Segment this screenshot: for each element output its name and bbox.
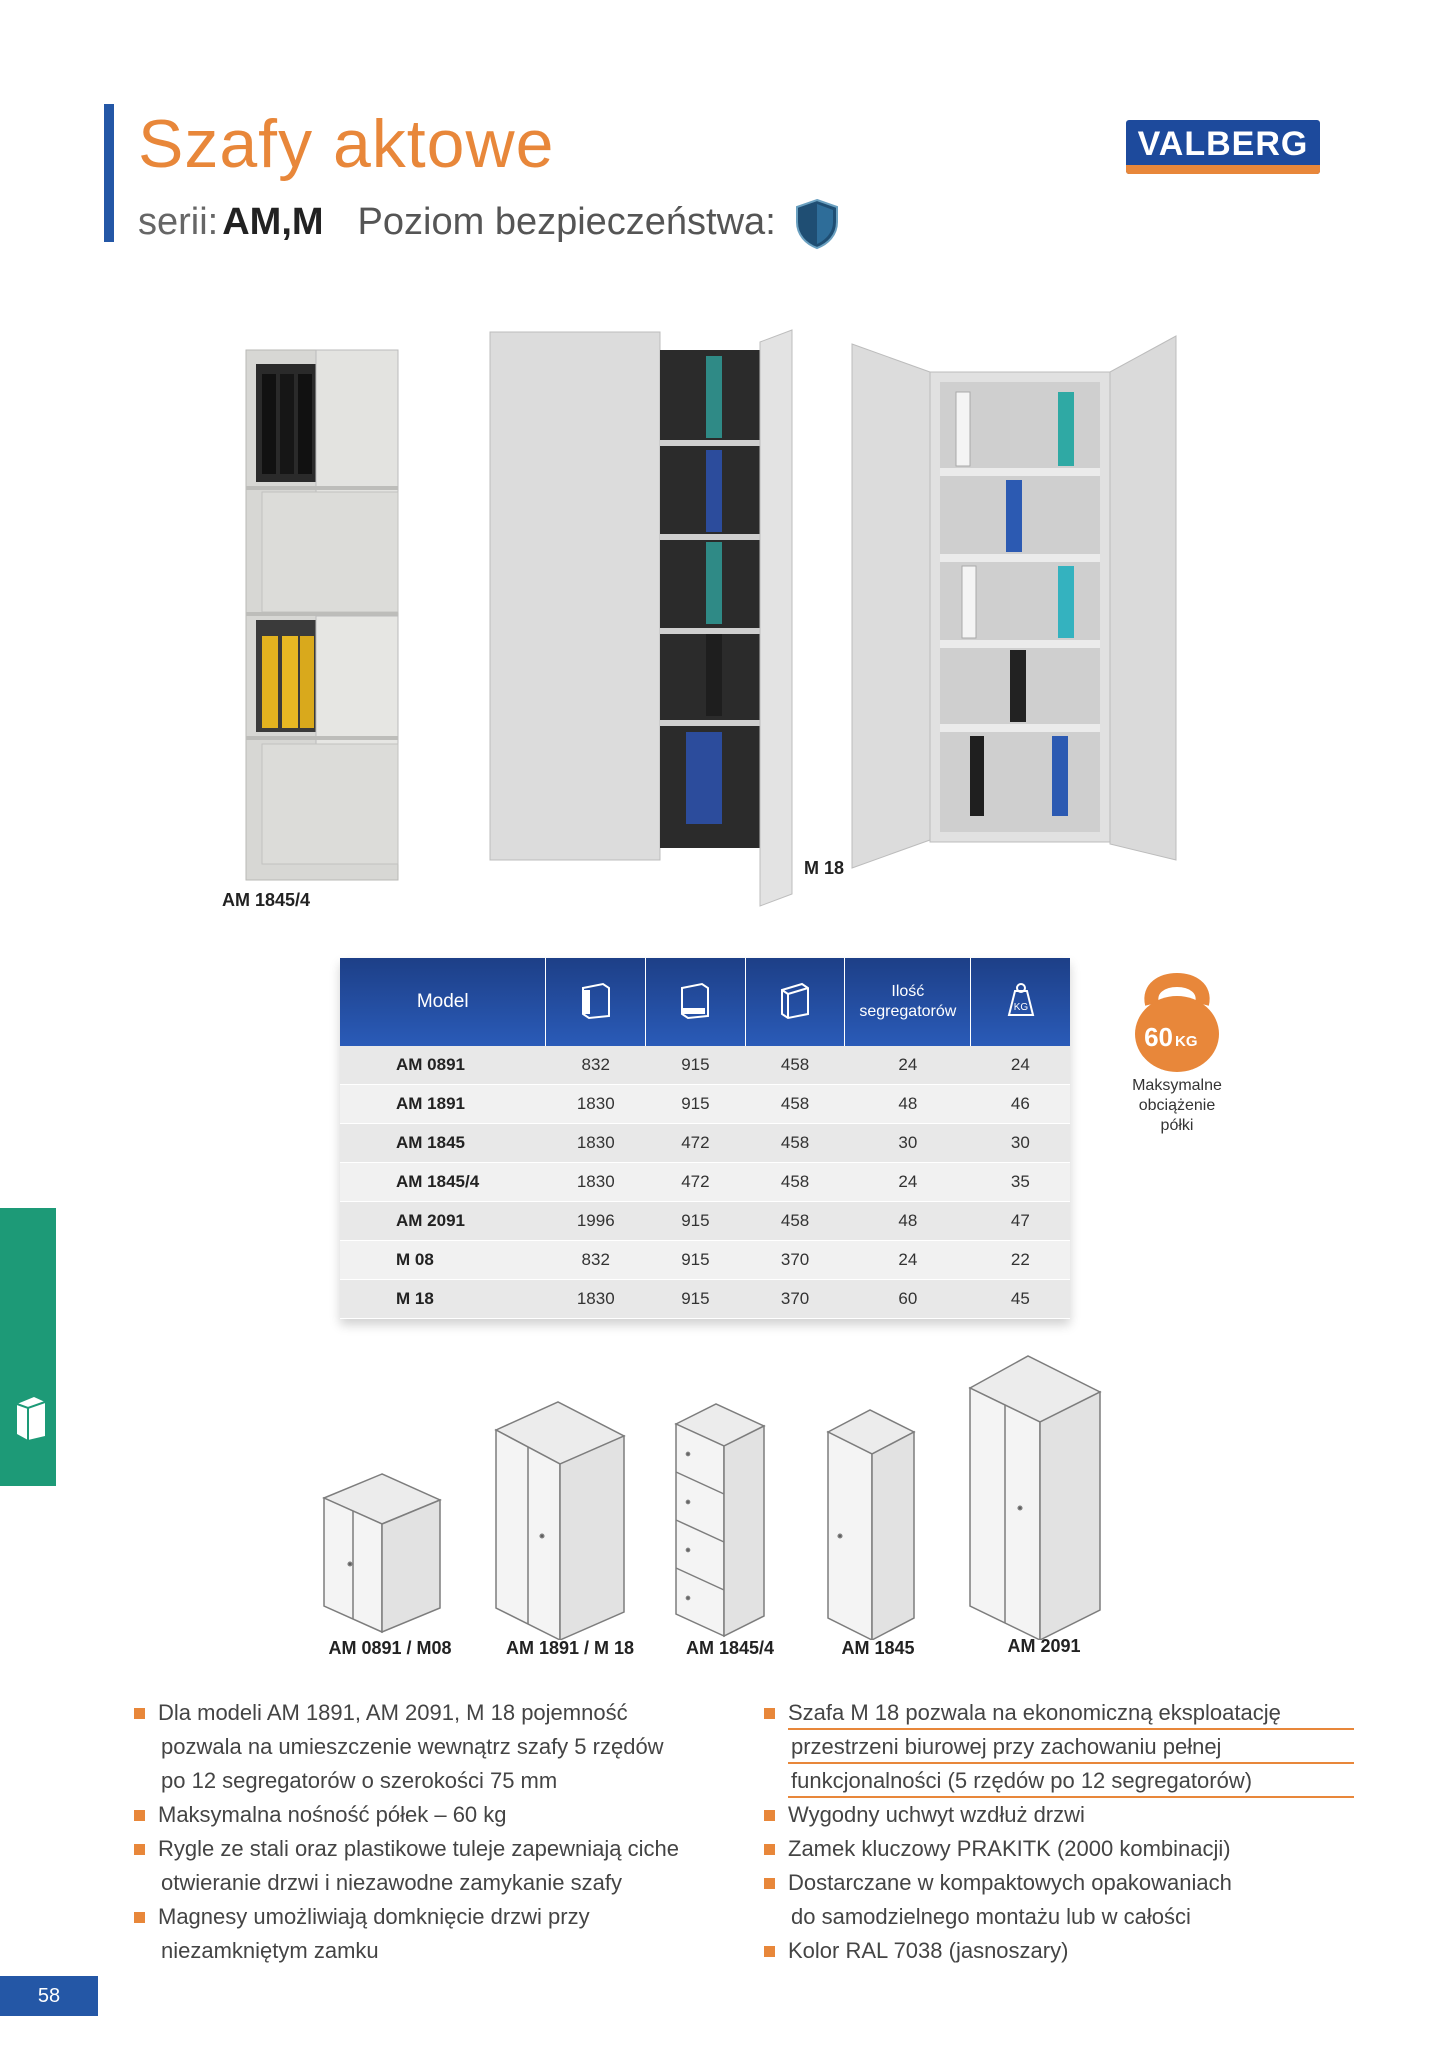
table-header-row: [340, 958, 1070, 1046]
cell-model: AM 2091: [340, 1202, 546, 1241]
cell-w: 915: [646, 1085, 746, 1124]
cell-binders: 24: [845, 1046, 971, 1085]
cell-d: 458: [745, 1163, 845, 1202]
table-row: [340, 1241, 1070, 1280]
photo-m-18-open: [490, 330, 792, 906]
kg-weight-icon: [1005, 981, 1037, 1019]
feature-line: Dla modeli AM 1891, AM 2091, M 18 pojemność: [158, 1700, 628, 1725]
photo-caption-left: AM 1845/4: [222, 890, 311, 910]
drawing-caption: AM 1845: [841, 1638, 915, 1658]
cell-model: M 18: [340, 1280, 546, 1319]
feature-line: Wygodny uchwyt wzdłuż drzwi: [788, 1802, 1085, 1827]
cell-binders: 48: [845, 1085, 971, 1124]
feature-item: [764, 1798, 1354, 1832]
feature-item: [764, 1832, 1354, 1866]
cell-d: 458: [745, 1202, 845, 1241]
title-accent-bar: [104, 104, 114, 242]
drawing-caption: AM 1845/4: [685, 1638, 775, 1658]
cell-d: 458: [745, 1046, 845, 1085]
load-caption-line: Maksymalne: [1132, 1077, 1222, 1094]
cell-binders: 30: [845, 1124, 971, 1163]
cell-h: 1830: [546, 1124, 646, 1163]
cell-d: 458: [745, 1124, 845, 1163]
cell-kg: 47: [971, 1202, 1070, 1241]
drawing-am-0891-m08: [324, 1474, 440, 1632]
cabinet-height-icon: [579, 980, 613, 1020]
bullet-icon: [764, 1844, 775, 1855]
cell-kg: 30: [971, 1124, 1070, 1163]
feature-item: [134, 1900, 734, 1968]
cell-h: 832: [546, 1241, 646, 1280]
product-photos: [240, 320, 1180, 910]
cabinet-width-icon: [678, 980, 712, 1020]
cell-h: 832: [546, 1046, 646, 1085]
cell-binders: 48: [845, 1202, 971, 1241]
table-row: [340, 1046, 1070, 1085]
feature-item: [764, 1934, 1354, 1968]
security-level-label: Poziom bezpieczeństwa:: [357, 201, 776, 243]
cell-binders: 24: [845, 1241, 971, 1280]
cell-kg: 35: [971, 1163, 1070, 1202]
cabinet-drawings: [310, 1350, 1110, 1640]
cabinet-depth-icon: [778, 980, 812, 1020]
table-row: [340, 1163, 1070, 1202]
cell-h: 1996: [546, 1202, 646, 1241]
cell-w: 915: [646, 1280, 746, 1319]
drawing-am-2091: [970, 1356, 1100, 1640]
bullet-icon: [764, 1878, 775, 1889]
feature-line: Rygle ze stali oraz plastikowe tuleje zapewniają ciche: [158, 1836, 679, 1861]
cell-w: 472: [646, 1124, 746, 1163]
features-right: [764, 1696, 1354, 1968]
feature-line: do samodzielnego montażu lub w całości: [791, 1904, 1191, 1929]
feature-item: [764, 1866, 1354, 1934]
feature-line: Magnesy umożliwiają domknięcie drzwi przy: [158, 1904, 590, 1929]
drawing-am-1891-m18: [496, 1402, 624, 1640]
page-number: 58: [0, 1976, 98, 2016]
load-caption: [1110, 1076, 1244, 1136]
cell-h: 1830: [546, 1280, 646, 1319]
cabinet-icon: [14, 1394, 48, 1442]
table-row: [340, 1124, 1070, 1163]
cell-w: 915: [646, 1241, 746, 1280]
kettlebell-icon: [1130, 968, 1224, 1072]
feature-item: [764, 1696, 1354, 1798]
header-width: [646, 958, 746, 1046]
bullet-icon: [764, 1810, 775, 1821]
table-row: [340, 1202, 1070, 1241]
header-weight: [971, 958, 1070, 1046]
header-depth: [745, 958, 845, 1046]
header-binders: Ilość segregatorów: [845, 958, 971, 1046]
feature-item: [134, 1696, 734, 1798]
bullet-icon: [134, 1810, 145, 1821]
cell-h: 1830: [546, 1085, 646, 1124]
cell-d: 370: [745, 1280, 845, 1319]
cell-kg: 45: [971, 1280, 1070, 1319]
drawing-caption: AM 2091: [1007, 1636, 1081, 1656]
side-tab: [0, 1208, 56, 1486]
drawing-caption: AM 1891 / M 18: [505, 1638, 635, 1658]
svg-text:KG: KG: [1013, 1001, 1028, 1013]
shield-icon: [794, 198, 840, 250]
cell-model: AM 1891: [340, 1085, 546, 1124]
feature-line: otwieranie drzwi i niezawodne zamykanie szafy: [161, 1870, 622, 1895]
cell-d: 370: [745, 1241, 845, 1280]
table-row: [340, 1085, 1070, 1124]
feature-line: Zamek kluczowy PRAKITK (2000 kombinacji): [788, 1836, 1231, 1861]
cell-w: 915: [646, 1202, 746, 1241]
spec-table: [340, 958, 1070, 1319]
feature-item: [134, 1832, 734, 1900]
table-row: [340, 1280, 1070, 1319]
feature-line: Szafa M 18 pozwala na ekonomiczną eksploatację: [788, 1696, 1354, 1730]
photo-m-18: [852, 336, 1176, 868]
svg-text:60: 60: [1144, 1022, 1173, 1052]
cell-model: AM 0891: [340, 1046, 546, 1085]
cell-binders: 60: [845, 1280, 971, 1319]
feature-line: przestrzeni biurowej przy zachowaniu pełnej: [788, 1730, 1354, 1764]
drawing-caption: AM 0891 / M08: [328, 1638, 452, 1658]
photo-am-1845-4: [246, 350, 398, 880]
feature-line: niezamkniętym zamku: [161, 1938, 379, 1963]
bullet-icon: [134, 1844, 145, 1855]
feature-line: Dostarczane w kompaktowych opakowaniach: [788, 1870, 1232, 1895]
feature-line: pozwala na umieszczenie wewnątrz szafy 5 rzędów: [161, 1734, 664, 1759]
subtitle: [138, 196, 840, 250]
feature-line: funkcjonalności (5 rzędów po 12 segregatorów): [788, 1764, 1354, 1798]
load-caption-line: obciążenie: [1138, 1097, 1216, 1114]
cell-model: AM 1845/4: [340, 1163, 546, 1202]
cell-kg: 24: [971, 1046, 1070, 1085]
cell-model: M 08: [340, 1241, 546, 1280]
feature-item: [134, 1798, 734, 1832]
logo-accent-strip: [1126, 165, 1320, 174]
svg-text:KG: KG: [1175, 1033, 1198, 1050]
features-left: [134, 1696, 734, 1968]
header-height: [546, 958, 646, 1046]
cell-kg: 46: [971, 1085, 1070, 1124]
series-label: serii:: [138, 201, 219, 243]
cell-w: 915: [646, 1046, 746, 1085]
load-caption-line: półki: [1160, 1117, 1194, 1134]
header-model: Model: [340, 958, 546, 1046]
cell-h: 1830: [546, 1163, 646, 1202]
feature-line: Maksymalna nośność półek – 60 kg: [158, 1802, 507, 1827]
bullet-icon: [764, 1946, 775, 1957]
bullet-icon: [134, 1912, 145, 1923]
drawing-am-1845-4: [676, 1404, 764, 1636]
logo-text: VALBERG: [1137, 125, 1309, 163]
table-body: [340, 1046, 1070, 1319]
series-value: AM,M: [222, 201, 324, 243]
cell-kg: 22: [971, 1241, 1070, 1280]
bullet-icon: [134, 1708, 145, 1719]
cell-binders: 24: [845, 1163, 971, 1202]
bullet-icon: [764, 1708, 775, 1719]
cell-w: 472: [646, 1163, 746, 1202]
cell-model: AM 1845: [340, 1124, 546, 1163]
drawing-am-1845: [828, 1410, 914, 1640]
feature-line: po 12 segregatorów o szerokości 75 mm: [161, 1768, 558, 1793]
page-title: Szafy aktowe: [138, 106, 555, 182]
valberg-logo: [1126, 120, 1320, 174]
feature-line: Kolor RAL 7038 (jasnoszary): [788, 1938, 1069, 1963]
cell-d: 458: [745, 1085, 845, 1124]
photo-caption-right: M 18: [804, 858, 845, 878]
